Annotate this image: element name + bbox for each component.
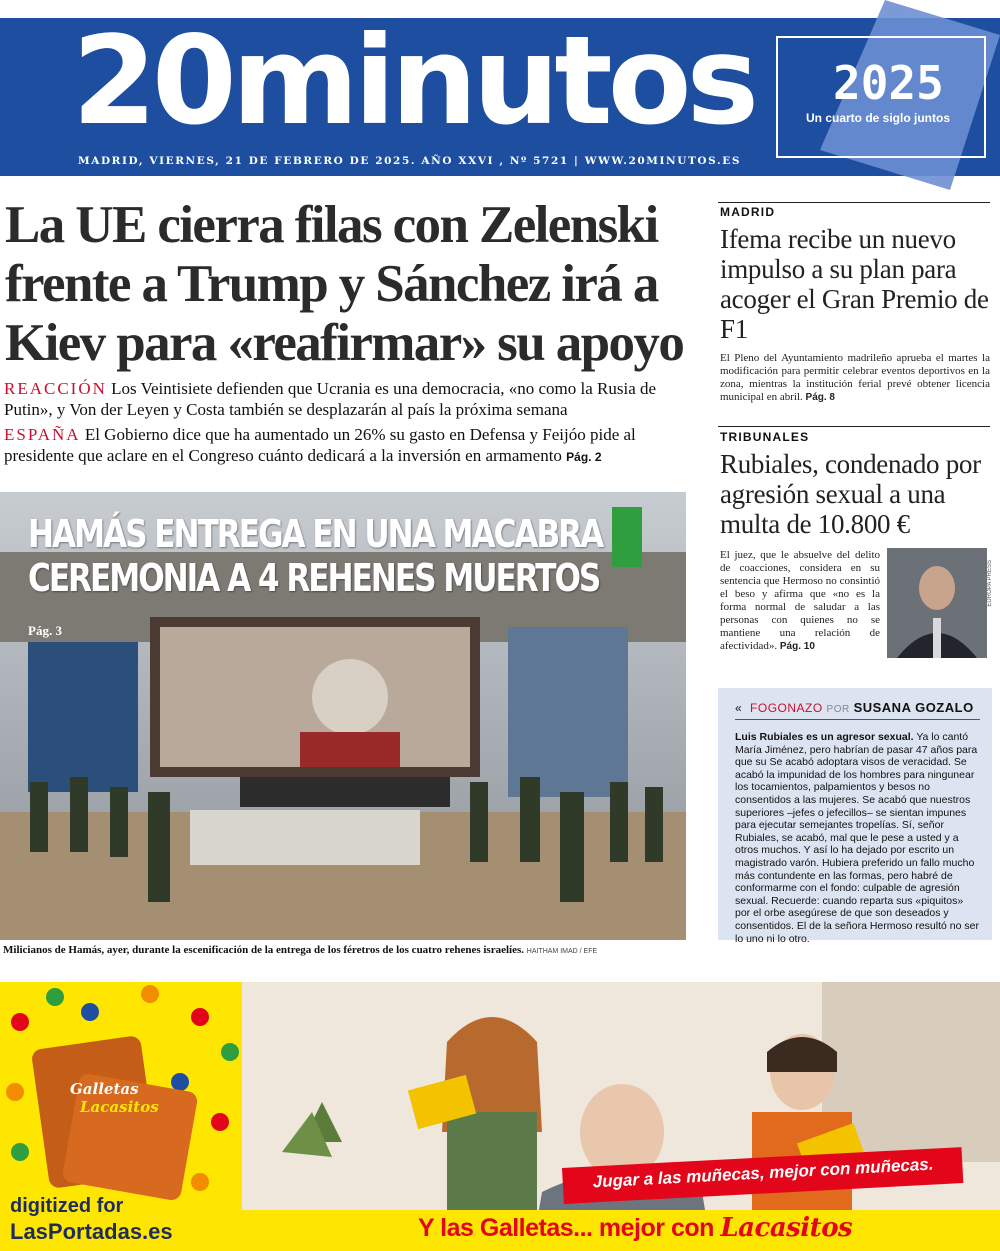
anniversary-tagline: Un cuarto de siglo juntos	[806, 111, 951, 125]
kicker-espana: ESPAÑA	[4, 425, 81, 444]
fogonazo-lead: Luis Rubiales es un agresor sexual.	[735, 731, 914, 743]
newspaper-logo[interactable]: 20minutos	[72, 10, 755, 152]
deck-reaccion	[4, 378, 694, 420]
photo-caption-text: Milicianos de Hamás, ayer, durante la escenificación de la entrega de los féretros de los cuatro rehenes israelíes.	[3, 944, 525, 956]
fogonazo-text: Ya lo cantó María Jiménez, pero habrían de pasar 47 años para que su Se acabó adoptara visos de veracidad. Se acabó la impunidad de los hombres para ningunear los tocamientos, palpamientos y besos no consentidos a las mujeres. Se acabó que nuestros superiores –jefes o jefecillos– se sientan impunes para ejecutar semejantes tropelías. Sí, señor Rubiales, se acabó, mal que le pese a usted y a otros muchos. Y así lo ha dejado por escrito un magistrado varón. Hubiera preferido un fallo mucho más contundente en las formas, pero habré de conformarme con el fondo: culpable de agresión sexual. Recuerde: cuando reparta sus «piquitos» por el orbe asegúrese de que son deseados y consentidos. El de la señora Hermoso resultó no ser lo uno ni lo otro.	[735, 731, 979, 945]
divider-tribunales	[718, 426, 990, 427]
divider-fogonazo	[735, 719, 980, 720]
body-rubiales-text: El juez, que le absuelve del delito de coacciones, considera en su sentencia que Hermoso no consintió el beso y afirma que «no es la forma normal de saludar a las personas con quienes no se mantiene una relación de afectividad».	[720, 549, 880, 652]
pack-label-lacasitos: Lacasitos	[80, 1098, 159, 1116]
deck-espana	[4, 424, 694, 468]
portrait-illustration	[887, 548, 987, 658]
ad-slogan-main	[418, 1213, 852, 1243]
watermark-line2: LasPortadas.es	[10, 1219, 173, 1244]
rubiales-photo-credit: EUROPA PRESS	[987, 560, 993, 607]
page-ref-ifema[interactable]: Pág. 8	[805, 392, 835, 403]
body-rubiales	[720, 549, 880, 653]
ad-slogan-text-1: Jugar a las muñecas, mejor con muñecas.	[592, 1154, 934, 1192]
section-label-madrid: MADRID	[720, 205, 776, 219]
fogonazo-body	[735, 731, 980, 945]
photo-caption	[3, 944, 597, 956]
headline-ifema[interactable]: Ifema recibe un nuevo impulso a su plan para acoger el Gran Premio de F1	[720, 224, 989, 344]
main-headline[interactable]: La UE cierra filas con Zelenski frente a Trump y Sánchez irá a Kiev para «reafirmar» su apoyo	[5, 196, 684, 372]
deck-reaccion-text: Los Veintisiete defienden que Ucrania es una democracia, «no como la Rusia de Putin», y Von der Leyen y Costa también se desplazarán al país la próxima semana	[4, 379, 657, 419]
photo-headline-line1: HAMÁS ENTREGA EN UNA MACABRA	[28, 512, 603, 556]
fogonazo-author[interactable]: SUSANA GOZALO	[853, 700, 974, 715]
body-ifema-text: El Pleno del Ayuntamiento madrileño aprueba el martes la modificación para permitir celebrar eventos deportivos en la zona, mientras la institución ferial prevé obtener licencia municipal en abril.	[720, 352, 990, 403]
body-ifema	[720, 352, 990, 404]
page-ref-photo[interactable]: Pág. 3	[28, 623, 62, 638]
fogonazo-header	[735, 700, 974, 715]
fogonazo-por: POR	[826, 704, 850, 715]
digitization-watermark	[10, 1193, 173, 1245]
ad-brand-logo[interactable]: Lacasitos	[720, 1213, 853, 1243]
photo-credit: HAITHAM IMAD / EFE	[526, 948, 598, 955]
photo-headline-line2: CEREMONIA A 4 REHENES MUERTOS	[28, 556, 600, 600]
ad-slogan-text-2: Y las Galletas... mejor con	[418, 1214, 714, 1242]
pack-label-galletas: Galletas	[70, 1080, 139, 1098]
rubiales-photo[interactable]	[887, 548, 987, 658]
page-ref-main[interactable]: Pág. 2	[566, 450, 602, 464]
divider-madrid	[718, 202, 990, 203]
deck-espana-text: El Gobierno dice que ha aumentado un 26% su gasto en Defensa y Feijóo pide al presidente que aclare en el Congreso cuánto dedicará a la inversión en armamento	[4, 425, 636, 465]
fogonazo-label: FOGONAZO	[750, 701, 823, 715]
dateline: MADRID, VIERNES, 21 DE FEBRERO DE 2025. AÑO XXVI , Nº 5721 | WWW.20MINUTOS.ES	[78, 155, 742, 167]
photo-headline[interactable]	[28, 512, 602, 600]
headline-rubiales[interactable]: Rubiales, condenado por agresión sexual a una multa de 10.800 €	[720, 449, 981, 539]
quote-icon: «	[735, 701, 743, 715]
watermark-line1: digitized for	[10, 1195, 124, 1217]
anniversary-year: 2025	[833, 56, 944, 110]
masthead	[0, 0, 1000, 178]
kicker-reaccion: REACCIÓN	[4, 379, 107, 398]
page-ref-rubiales[interactable]: Pág. 10	[779, 641, 815, 652]
section-label-tribunales: TRIBUNALES	[720, 430, 810, 444]
